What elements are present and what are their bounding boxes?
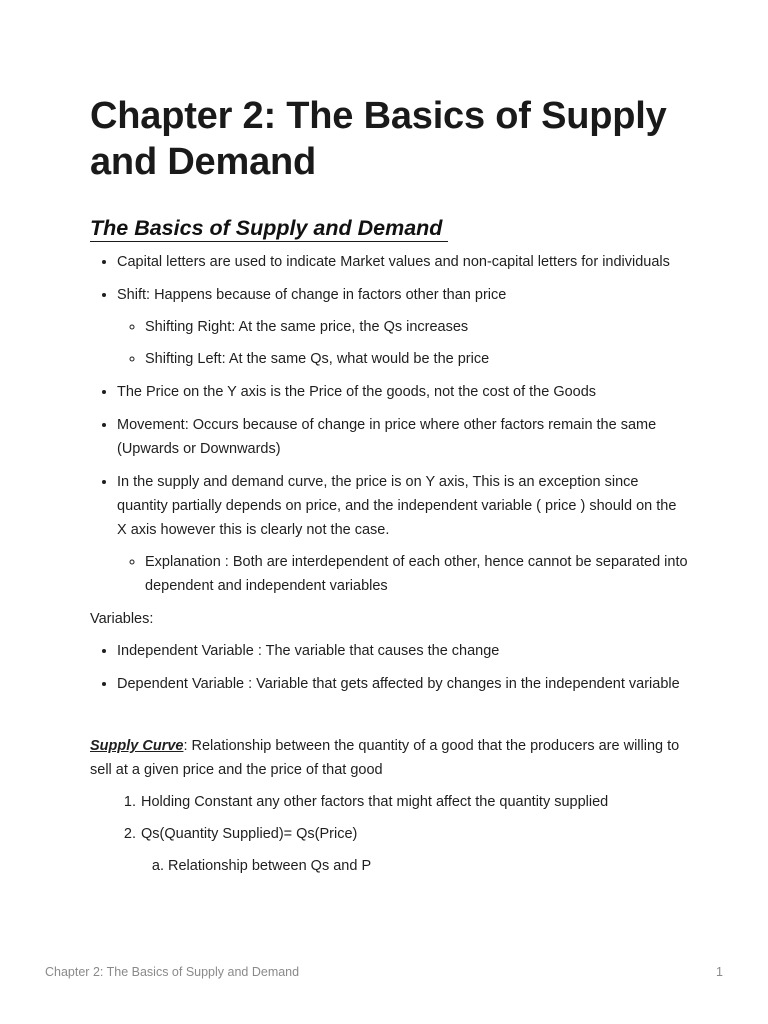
page-footer [45,965,723,979]
lettered-item [168,854,690,878]
numbered-item-text: Holding Constant any other factors that might affect the quantity supplied [141,794,609,810]
variables-list [90,639,690,696]
variables-label: Variables: [90,611,154,627]
footer-title: Chapter 2: The Basics of Supply and Demand [45,965,300,979]
list-item [117,639,690,663]
page-number: 1 [716,965,723,979]
supply-curve-term: Supply Curve [90,738,184,754]
bullet-list [90,250,690,598]
page-title: Chapter 2: The Basics of Supply and Demand [90,95,667,183]
section-heading: The Basics of Supply and Demand [90,215,448,242]
list-item-text: Capital letters are used to indicate Market values and non-capital letters for individuals [117,254,670,270]
numbered-list [90,790,690,878]
list-item [117,283,690,371]
sub-list-item-text: Shifting Right: At the same price, the Qs increases [145,319,469,335]
document-page [90,93,690,886]
list-item-text: Dependent Variable : Variable that gets affected by changes in the independent variable [117,676,680,692]
numbered-item-text: Qs(Quantity Supplied)= Qs(Price) [141,826,358,842]
list-item-text: In the supply and demand curve, the price is on Y axis, This is an exception since quantity partially depends on price, and the independent variable ( price ) should on the X axis however this is clearly not the case. [117,474,677,538]
list-item [117,380,690,404]
numbered-item [140,790,690,814]
list-item [117,250,690,274]
numbered-item [140,822,690,878]
sub-bullet-list [117,550,690,598]
list-item-text: Movement: Occurs because of change in price where other factors remain the same (Upwards or Downwards) [117,417,657,457]
list-item-text: Shift: Happens because of change in factors other than price [117,287,507,303]
sub-list-item [145,315,690,339]
sub-list-item-text: Explanation : Both are interdependent of each other, hence cannot be separated into dependent and independent variables [145,554,688,594]
sub-list-item [145,347,690,371]
supply-curve-definition: : Relationship between the quantity of a good that the producers are willing to sell at a given price and the price of that good [90,738,680,778]
list-item-text: The Price on the Y axis is the Price of the goods, not the cost of the Goods [117,384,597,400]
list-item [117,413,690,461]
list-item [117,470,690,598]
lettered-item-text: Relationship between Qs and P [168,858,372,874]
sub-bullet-list [117,315,690,371]
document-body [90,250,690,878]
supply-curve-paragraph [90,734,690,782]
list-item-text: Independent Variable : The variable that causes the change [117,643,500,659]
list-item [117,672,690,696]
lettered-list [141,854,690,878]
sub-list-item [145,550,690,598]
sub-list-item-text: Shifting Left: At the same Qs, what would be the price [145,351,490,367]
